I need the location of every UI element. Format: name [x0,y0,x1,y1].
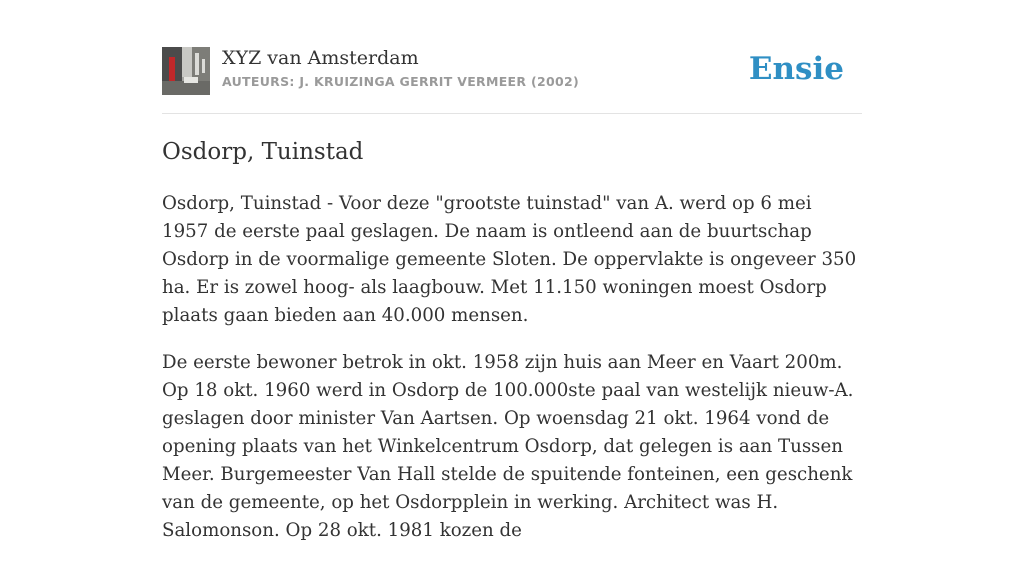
book-title[interactable]: XYZ van Amsterdam [222,47,419,69]
book-cover-photo-icon[interactable] [162,47,210,95]
entry-paragraph: De eerste bewoner betrok in okt. 1958 zijn huis aan Meer en Vaart 200m. Op 18 okt. 1960 werd in Osdorp de 100.000ste paal van westelijk nieuw-A. geslagen door minister Van Aartsen. Op woensdag 21 okt. 1964 vond de opening plaats van het Winkelcentrum Osdorp, dat gelegen is aan Tussen Meer. Burgemeester Van Hall stelde de spuitende fonteinen, een geschenk van de gemeente, op het Osdorpplein in werking. Architect was H. Salomonson. Op 28 okt. 1981 kozen de [162,352,854,541]
entry-title: Osdorp, Tuinstad [162,139,364,165]
header [162,0,862,114]
book-authors: AUTEURS: J. KRUIZINGA GERRIT VERMEER (2002) [222,74,579,89]
ensie-logo[interactable]: Ensie [748,51,844,87]
entry-content [162,136,862,564]
entry-paragraph: Osdorp, Tuinstad - Voor deze "grootste tuinstad" van A. werd op 6 mei 1957 de eerste paal geslagen. De naam is ontleend aan de buurtschap Osdorp in de voormalige gemeente Sloten. De oppervlakte is ongeveer 350 ha. Er is zowel hoog- als laagbouw. Met 11.150 woningen moest Osdorp plaats gaan bieden aan 40.000 mensen. [162,193,857,326]
